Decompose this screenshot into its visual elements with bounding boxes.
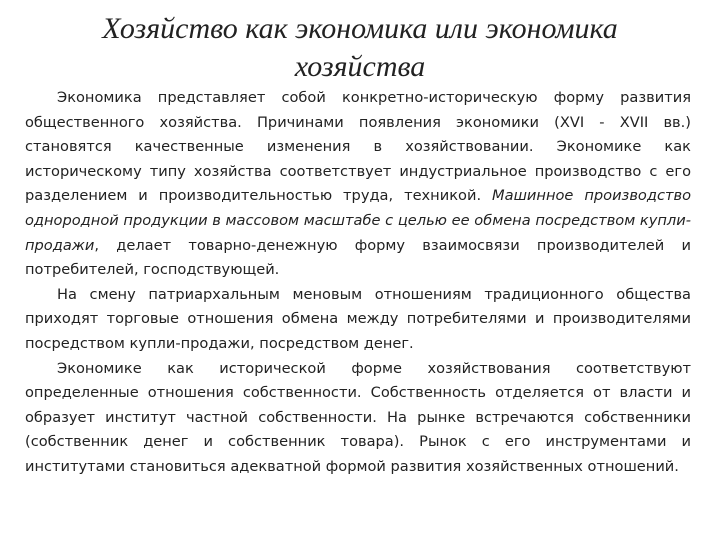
slide-title: Хозяйство как экономика или экономика хозяйства [102, 12, 618, 83]
paragraph-1-emphasis: Машинное производство однородной продукции в массовом масштабе с целью ее обмена посредством купли-продажи [25, 187, 691, 254]
paragraph-2: На смену патриархальным меновым отношениям традиционного общества приходят торговые отношения обмена между потребителями и производителями посредством купли-продажи, посредством денег. [25, 285, 691, 352]
paragraph-1 [25, 86, 691, 283]
paragraph-3: Экономике как исторической форме хозяйствования соответствуют определенные отношения собственности. Собственность отделяется от власти и образует институт частной собственности. На рынке встречаются собственники (собственник денег и собственник товара). Рынок с его инструментами и институтами становиться адекватной формой развития хозяйственных отношений. [25, 359, 691, 475]
paragraph-1-text: Экономика представляет собой конкретно-историческую форму развития общественного хозяйства. Причинами появления экономики (XVI - XVII вв.) становятся качественные изменения в хозяйствовании. Экономике как историческому типу хозяйства соответствует индустриальное производство с его разделением и производительностью труда, техникой. [25, 89, 691, 205]
slide-body [25, 86, 691, 480]
paragraph-1-ending: , делает товарно-денежную форму взаимосвязи производителей и потребителей, господствующей. [25, 236, 691, 279]
